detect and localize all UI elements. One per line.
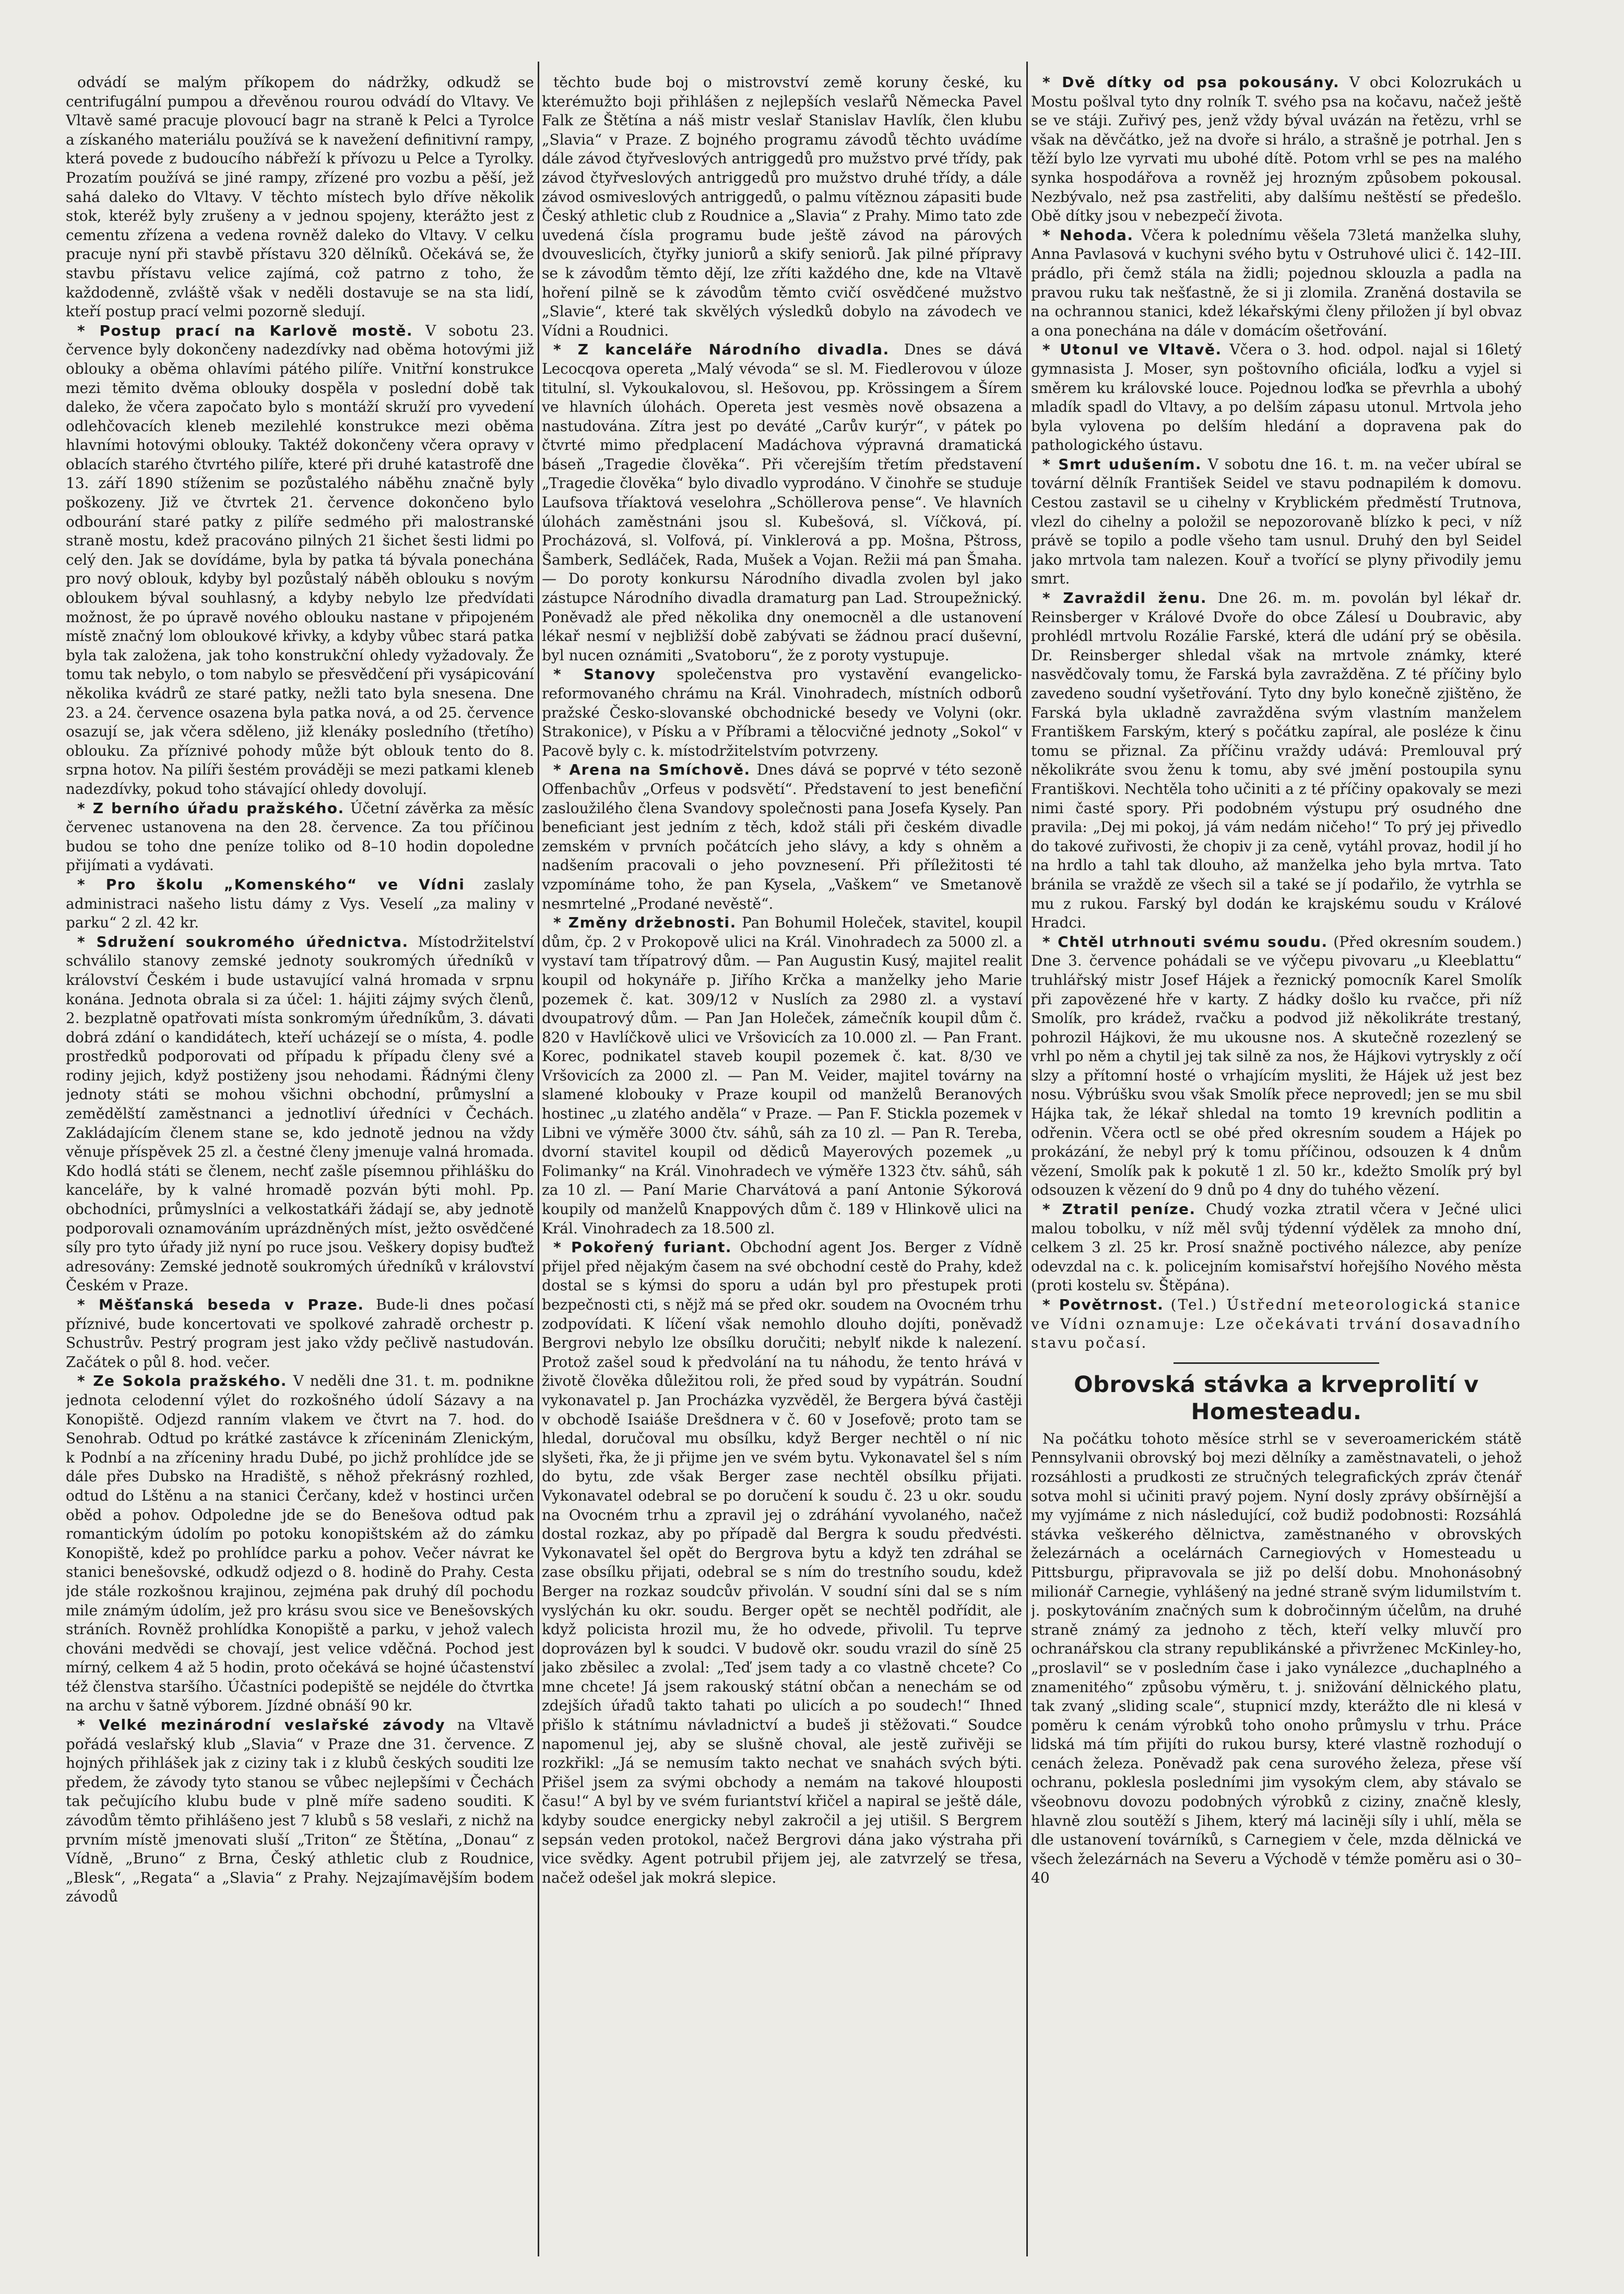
item-heading: * Pro školu „Komenského“ ve Vídni [77, 875, 465, 893]
item-text: V obci Kolozrukách u Mostu pošlval tyto dny rolník T. svého psa na kočavu, načež ještě se ve stáji. Zuřivý pes, jenž vždy býval uvázán na řetězu, vrhl se však na děvčátko, jež na dvoře si hrálo, a strašně je potrhal. Jen s těží bylo lze vyrvati mu ubohé dítě. Potom vrhl se pes na malého synka hospodářova a rovněž jej hrozným způsobem pokousal. Nezbývalo, než psa zastřeliti, aby dalšímu neštěstí se předešlo. Obě dítky jsou v nebezpečí života. [1031, 74, 1522, 225]
news-item [1031, 1295, 1522, 1353]
item-text: V sobotu 23. července byly dokončeny nadezdívky nad oběma hotovými již oblouky a oběma ohlavími pátého pilíře. Vnitřní konstrukce mezi těmito dvěma oblouky dospěla v poslední době tak daleko, že včera započato bylo s montáží skruží pro vyvedení odlehčovacích kleneb mezilehlé konstrukce mezi oběma hlavními hotovými oblouky. Taktéž dokončeny včera opravy v oblacích starého čtvrtého pilíře, které při druhé katastrofě dne 13. září 1890 stíženim se pozůstalého náběhu značně byly poškozeny. Již ve čtvrtek 21. července dokončeno bylo odbourání staré patky z pilíře sedmého při malostranské straně mostu, kdež pracováno pilných 21 šichet šesti lidmi po celý den. Jak se dovídáme, byla by patka tá bývala ponechána pro nový oblouk, kdyby byl pozůstalý náběh oblouku s novým obloukem býval souhlasný, a kdyby nebylo lze předvídati možnost, že po úpravě nového oblouku nastane v připojeném místě značný lom obloukové křivky, a kdyby vůbec stará patka byla tak založena, jak toho konstrukční ohledy vyžadovaly. Že tomu tak nebylo, o tom nabylo se přesvědčení při vysápicování několika kvádrů ze staré patky, nežli tato byla snesena. Dne 23. a 24. července osazena byla patka nová, a od 25. července osazují se, jak včera sděleno, již klenáky posledního (třetího) oblouku. Za příznivé pohody může být oblouk tento do 8. srpna hotov. Na pilíři šestém prováději se mezi patkami kleneb nadezdívky, pokud toho stávající ohledy dovolují. [66, 322, 534, 798]
item-text: Obchodní agent Jos. Berger z Vídně přijel před nějakým časem na své obchodní cestě do Prahy, kdež dostal se s kýmsi do sporu a udán byl pro přestupek proti bezpečnosti cti, s nějž má se před okr. soudem na Ovocném trhu zodpovídati. K líčení však nemohlo dlouho dojíti, poněvadž Bergrovi nebylo lze obsílku doručiti; nebylť nikde k nalezení. Protož zašel soud k předvolání na tu náhodu, že tento hrává v životě člověka důležitou roli, že před soud by vypátrán. Soudní vykonavatel p. Jan Procházka vyzvěděl, že Bergera bývá častěji v obchodě Isaiáše Drešdnera v č. 60 v Josefově; proto tam se hledal, doručoval mu obsílku, když Berger nechtěl o ní nic slyšeti, řka, že ji přijme jen ve svém bytu. Vykonavatel šel s ním do bytu, zde však Berger zase nechtěl obsílku přijati. Vykonavatel odebral se po doručení k soudu č. 23 u okr. soudu na Ovocném trhu a zpravil jej o zdráhání vyvolaného, načež dostal rozkaz, aby po případě dal Bergra k soudu předvésti. Vykonavatel šel opět do Bergrova bytu a když ten zdráhal se zase obsílku přijati, odebral se s ním do trestního soudu, kdež Berger na rozkaz soudcův přivolán. V soudní síni dal se s ním vyslýchán ku okr. soudu. Berger opět se nechtěl podřídit, ale když policista hrozil mu, že ho odvede, přivolil. Tu teprve doprovázen byl k soudci. V budově okr. soudu vrazil do síně 25 jako zběsilec a zvolal: „Teď jsem tady a co vlastně chcete? Co mne chcete! Já jsem rakouský státní občan a nenechám se od zdejších úřadů takto tahati po ulicích a po soudech!“ Ihned přišlo k státnímu návladnictví a budeš ji stěžovati.“ Soudce napomenul jej, aby se slušně choval, ale jestě zuřivěji se rozkřikl: „Já se nemusím takto nechat ve snahách svých býti. Přišel jsem za svými obchody a nemám na takové hlouposti času!“ A byl by ve svém furiantství křičel a napiral se ještě dále, kdyby soudce energicky nebyl zakročil a jej utišil. S Bergrem sepsán veden protokol, načež Bergrovi dána jako výstraha při vice svědky. Agent potrubil přijem jej, ale zatvrzelý se třesa, načež odešel jak mokrá slepice. [542, 1239, 1022, 1886]
text-column-3 [1031, 73, 1522, 2265]
item-heading: * Z berního úřadu pražského. [77, 799, 345, 817]
item-heading: * Velké mezinárodní veslařské závody [77, 1716, 446, 1734]
item-text: Včera k polednímu věšela 73letá manželka sluhy, Anna Pavlasová v kuchyni svého bytu v Ostruhové ulici č. 142–III. prádlo, při čemž stála na židli; pojednou sklouzla a padla na pravou ruku tak nešťastně, že si ji zlomila. Zraněná dostavila se na ochrannou stanici, kdež lékařskými členy přiložen jí byl obvaz a ona ponechána na dále v domácím ošetřování. [1031, 226, 1522, 339]
news-item [1031, 340, 1522, 455]
text-column-1 [66, 73, 534, 2265]
news-item [1031, 73, 1522, 226]
item-heading: * Změny držebnosti. [553, 914, 737, 932]
news-item [66, 1716, 534, 1907]
news-item [542, 340, 1022, 665]
item-heading: * Měšťanská beseda v Praze. [77, 1296, 364, 1313]
news-item [66, 1372, 534, 1716]
item-heading: * Povětrnost. [1042, 1296, 1164, 1313]
news-item [1031, 226, 1522, 341]
item-text: Bude-li dnes počasí příznivé, bude koncertovati ve spolkové zahradě orchestr p. Schustrův. Pestrý program jest jako vždy pečlivě nastudován. Začátek o půl 8. hod. večer. [66, 1296, 534, 1371]
news-item [542, 73, 1022, 340]
item-text: Dne 26. m. m. povolán byl lékař dr. Reinsberger v Králové Dvoře do obce Zálesí u Doubravic, aby prohlédl mrtvolu Rozálie Farské, která dle udání prý se oběsila. Dr. Reinsberger shledal však na mrtvole známky, které nasvědčovaly tomu, že Farská byla zavražděna. Z té příčiny bylo zavedeno soudní vyšetřování. Tyto dny bylo konečně zjištěno, že Farská byla ukladně zavražděna svým vlastním manželem Františkem Farským, který s počátku zapíral, ale posléze k činu tomu se přiznal. Za příčinu vraždy udává: Premlouval prý několikráte svou ženu k tomu, aby své jmění postoupila synu Františkovi. Nechtěla toho učiniti a z té příčiny opakovaly se mezi nimi časté spory. Při podobném výstupu prý osudného dne pravila: „Dej mi pokoj, já vám nedám ničeho!“ To prý jej přivedlo do takové zuřivosti, že chopiv ji za ceně, vytáhl provaz, hodil jí ho na hrdlo a tahl tak dlouho, až manželka jeho byla mrtva. Tato bránila se vraždě ze všech sil a také se jí podařilo, že vytrhla se mu z rukou. Farský byl dodán ke krajskému soudu v Králové Hradci. [1031, 589, 1522, 932]
news-item [1031, 1430, 1522, 1888]
item-text: V neděli dne 31. t. m. podnikne jednota celodenní výlet do rozkošného údolí Sázavy a na Konopiště. Odjezd ranním vlakem ve čtvrt na 7. hod. do Senohrab. Odtud po krátké zastávce k zříceninám Zlenickým, k Podnbí a na zříceniny hradu Dubé, po jichž prohlídce jde se dále přes Dubsko na Hradiště, s něhož překrásný rozhled, odtud do Lštěnu a na stanici Čerčany, kdež v hostinci určen oběd a pohov. Odpoledne jde se do Benešova odtud pak romantickým údolím po potoku konopištském až do zámku Konopiště, kdež po prohlídce parku a pohov. Večer návrat ke stanici benešovské, odkudž odjezd o 8. hodině do Prahy. Cesta jde stále rozkošnou krajinou, zejména pak druhý díl pochodu mile známým údolím, jež pro krásu svou sice ve Benešovských stráních. Rovněž prohlídka Konopiště a parku, v jehož valech chováni medvědi se chovají, jest velice vděčná. Pochod jest mírný, celkem 4 až 5 hodin, proto očekává se hojné účastenství též členstva staršího. Účastníci podepiště se nejdéle do čtvrtka na archu v šatně výborem. Jízdné obnáší 90 kr. [66, 1372, 534, 1715]
item-text: na Vltavě pořádá veslařský klub „Slavia“ v Praze dne 31. července. Z hojných přihlášek jak z ciziny tak i z klubů českých souditi lze předem, že závody tyto stanou se vůbec nejlepšími v Čechách tak pečujícího klubu bude v plně míře sadeno souditi. K závodům těmto přihlášeno jest 7 klubů s 58 veslaři, z nichž na prvním místě jmenovati sluší „Triton“ ze Štětína, „Donau“ z Vídně, „Bruno“ z Brna, Český athletic club z Roudnice, „Blesk“, „Regata“ a „Slavia“ z Prahy. Nejzajímavějším bodem závodů [66, 1716, 534, 1906]
item-heading: * Stanovy [553, 665, 656, 683]
item-heading: * Ztratil peníze. [1042, 1201, 1196, 1218]
news-item [1031, 933, 1522, 1200]
item-heading: * Chtěl utrhnouti svému soudu. [1042, 933, 1328, 950]
item-text: Místodržitelství schválilo stanovy zemské jednoty soukromých úředníků v království Českém i bude ustavující valná hromada v srpnu konána. Jednota obrala si za účel: 1. hájiti zájmy svých členů, 2. bezplatně opatřovati místa sonkromým úředníkům, 3. dávati dobrá zdání o kandidátech, kteří ucházejí se o místa, 4. podle prostředků podporovati od případu k případu členy své a rodiny jejich, když postiženy jsou nehodami. Řádnými členy jednoty státi se mohou všichni obchodní, průmyslní a zemědělští zaměstnanci a jednotliví úředníci v Čechách. Zakládajícím členem stane se, kdo jednotě jednou na vždy věnuje příspěvek 25 zl. a čestné členy jmenuje valná hromada. Kdo hodlá státi se členem, nechť zašle písemnou přihlášku do kanceláře, by k valné hromadě pozván býti mohl. Pp. obchodníci, průmyslníci a velkostatkáři žádají se, aby jednotě podporovali oznamováním uprázdněných míst, ježto osvědčené síly pro tyto úřady již nyní po ruce jsou. Veškery dopisy buďtež adresovány: Zemské jednotě soukromých úředníků v království Českém v Praze. [66, 933, 534, 1294]
item-heading: * Postup prací na Karlově mostě. [77, 322, 413, 339]
item-heading: * Ze Sokola pražského. [77, 1372, 287, 1390]
item-text: odvádí se malým příkopem do nádržky, odkudž se centrifugální pumpou a dřevěnou rourou odvádí do Vltavy. Ve Vltavě samé pracuje plovoucí bagr na straně k Pelci a Tyrolce a získaného materiálu používá se k navežení definitivní rampy, která povede z budoucího nábřeží k přívozu u Pelce a Tyrolky. Prozatím používá se jiné rampy, zřízené pro vozbu a pěší, jež sahá daleko do Vltavy. V těchto místech bylo dříve několik stok, kteréž byly zrušeny a v jednou spojeny, kterážto jest z cementu zřízena a vedena rovněž daleko do Vltavy. V celku pracuje nyní při stavbě přístavu 320 dělníků. Očekává se, že stavbu přístavu velice zajímá, což patrno z toho, že každodenně, zvláště však v neděli dostavuje se na sta lidí, kteří postup prací velmi pozorně sledují. [66, 74, 534, 320]
item-text: společenstva pro vystavění evangelicko-reformovaného chrámu na Král. Vinohradech, místních odborů pražské Česko-slovanské obchodnické besedy ve Volyni (okr. Strakonice), v Písku a v Příbrami a tělocvičné jednoty „Sokol“ v Pacově byly c. k. místodržitelstvím potvrzeny. [542, 665, 1022, 759]
news-item [66, 73, 534, 322]
item-heading: * Smrt udušením. [1042, 455, 1202, 473]
item-heading: * Nehoda. [1042, 226, 1134, 244]
item-text: (Tel.) Ústřední meteorologická stanice ve Vídni oznamuje: Lze očekávati trvání dosavadního stavu počasí. [1031, 1296, 1522, 1352]
news-item [542, 913, 1022, 1238]
item-text: Dnes dává se poprvé v této sezoně Offenbachův „Orfeus v podsvětí“. Představení to jest benefiční zasloužilého člena Svandovy společnosti pana Josefa Kysely. Pan beneficiant jest jedním z těch, kdož stáli při českém divadle zemském v prvních počátcích jeho slávy, a kdy s ohněm a nadšením pracovali o jeho povznesení. Při příležitosti té vzpomínáme toho, že pan Kysela, „Vaškem“ ve Smetanově nesmrtelné „Prodané nevěstě“. [542, 761, 1022, 912]
item-heading: * Arena na Smíchově. [553, 761, 751, 779]
news-item [66, 933, 534, 1295]
item-text: V sobotu dne 16. t. m. na večer ubíral se tovární dělník František Seidel ve stavu podnapilém k domovu. Cestou zastavil se u cihelny v Kryblickém předměstí Trutnova, vlezl do cihelny a položil se nepozorovaně blízko k peci, v níž právě se topilo a podle všeho tam usnul. Druhý den byl Seidel jako mrtvola tam nalezen. Kouř a tvořící se plyny přivodily jemu smrt. [1031, 455, 1522, 588]
item-heading: * Utonul ve Vltavě. [1042, 341, 1222, 359]
news-item [542, 665, 1022, 760]
news-item [66, 875, 534, 933]
item-text: Dnes se dává Lecocqova opereta „Malý vévoda“ se sl. M. Fiedlerovou v úloze titulní, sl. Vykoukalovou, sl. Hešovou, pp. Krössingem a Šírem ve hlavních úlohách. Opereta jest vesmès nově obsazena a nastudována. Zítra jest po deváté „Carův kurýr“, v pátek po čtvrté mimo předplacení Madáchova výpravná dramatická báseň „Tragedie člověka“. Při včerejším třetím představení „Tragedie člověka“ bylo divadlo vyprodáno. V činohře se studuje Laufsova tříaktová veselohra „Schöllerova pense“. Ve hlavních úlohách zaměstnáni jsou sl. Kubešová, sl. Víčková, pí. Procházová, sl. Volfová, pí. Vinklerová a pp. Mošna, Pštross, Šamberk, Sedláček, Rada, Mušek a Vojan. Režii má pan Šmaha. — Do poroty konkursu Národního divadla zvolen byl jako zástupce Národního divadla dramaturg pan Lad. Stroupežnický. Poněvadž ale před několika dny onemocněl a dle ustanovení lékař nesmí v nejbližší době zabývati se žádnou prací duševní, byl nucen oznámiti „Svatoboru“, že z poroty vystupuje. [542, 341, 1022, 664]
news-item [66, 322, 534, 799]
news-item [542, 760, 1022, 913]
item-heading: * Sdružení soukromého úřednictva. [77, 933, 409, 950]
item-heading: * Dvě dítky od psa pokousány. [1042, 74, 1340, 91]
section-divider [1173, 1362, 1380, 1364]
article-headline: Obrovská stávka a krveprolití v Homesteadu. [1074, 1371, 1479, 1425]
news-item [1031, 455, 1522, 589]
item-heading: * Pokořený furiant. [553, 1239, 732, 1256]
news-item [66, 799, 534, 875]
item-text: Chudý vozka ztratil včera v Ječné ulici malou tobolku, v níž měl svůj týdenní výdělek za mnoho dní, celkem 3 zl. 25 kr. Prosí snažně poctivého nálezce, aby peníze odevzdal na c. k. policejním komisařství hořejšího Nového města (proti kostelu sv. Štěpána). [1031, 1201, 1522, 1294]
item-heading: * Zavraždil ženu. [1042, 589, 1207, 607]
item-text: zaslaly administraci našeho listu dámy z Vys. Veselí „za maliny v parku“ 2 zl. 42 kr. [66, 875, 534, 932]
item-heading: * Z kanceláře Národního divadla. [553, 341, 890, 359]
news-item [1031, 589, 1522, 933]
news-item [542, 1238, 1022, 1887]
item-text: Včera o 3. hod. odpol. najal si 16letý gymnasista J. Moser, syn poštovního oficiála, loďku a vyjel si směrem ku královské louce. Pojednou loďka se převrhla a ubohý mladík spadl do Vltavy, a po delším zápasu utonul. Mrtvola jeho byla vylovena po delším hledání a dopravena pak do pathologického ústavu. [1031, 341, 1522, 454]
column-rule-right [1026, 62, 1028, 2256]
item-text: Účetní závěrka za měsíc červenec ustanovena na den 28. července. Za tou příčinou budou se toho dne peníze toliko od 8–10 hodin dopoledne přijímati a vydávati. [66, 799, 534, 874]
news-item [66, 1295, 534, 1372]
item-text: (Před okresním soudem.) Dne 3. července pohádali se ve výčepu pivovaru „u Kleeblattu“ truhlářský mistr Josef Hájek a řeznický pomocník Karel Smolík při zapovězené hře v karty. Z hádky došlo ku rvačce, při níž Smolík, pro krádež, rvačku a podvod již několikráte trestaný, pohrozil Hájkovi, že mu ukousne nos. A skutečně rozezlený se vrhl po něm a chytil jej tak silně za nos, že Hájkovi vytryskly z očí slzy a přítomní hosté o vrhajícím mysliti, že Hájek už jest bez nosu. Výbrúšku svou však Smolík přece neprovedl; jen se mu sbil Hájka tak, že lékař shledal na tomto 19 krevních podlitin a odřenin. Včera octl se obé před okresním soudem a Hájek po prokázání, že nebyl prý k tomu příčinou, odsouzen k 4 dnům vězení, Smolík pak k pokutě 1 zl. 50 kr., kdežto Smolík prý byl odsouzen k vězení do 9 dnů po 4 dny do tuhého vězení. [1031, 933, 1522, 1199]
text-column-2 [542, 73, 1022, 2265]
item-text: Pan Bohumil Holeček, stavitel, koupil dům, čp. 2 v Prokopově ulici na Král. Vinohradech za 5000 zl. a vystaví tam třípatrový dům. — Pan Augustin Kusý, majitel realit koupil od hokynáře p. Jiřího Krčka a manželky jeho Marie pozemek č. kat. 309/12 v Nuslích za 2980 zl. a vystaví dvoupatrový dům. — Pan Jan Holeček, zámečník koupil dům č. 820 v Havlíčkově ulici ve Vršovicích za 10.000 zl. — Pan Frant. Korec, podnikatel staveb koupil pozemek č. kat. 8/30 ve Vršovicích za 2000 zl. — Pan M. Veider, majitel továrny na slamené klobouky v Praze koupil od manželů Beranových hostinec „u zlatého anděla“ v Praze. — Pan F. Stickla pozemek v Libni ve výměře 3000 čtv. sáhů, sáh za 10 zl. — Pan R. Tereba, dvorní stavitel koupil od dědiců Mayerových pozemek „u Folimanky“ na Král. Vinohradech ve výměře 1323 čtv. sáhů, sáh za 10 zl. — Paní Marie Charvátová a paní Antonie Sýkorová koupily od manželů Knappových dům č. 189 v Hlinkově ulici na Král. Vinohradech za 18.500 zl. [542, 914, 1022, 1237]
news-item [1031, 1200, 1522, 1295]
item-text: Na počátku tohoto měsíce strhl se v severoamerickém státě Pennsylvanii obrovský boj mezi dělníky a zaměstnavateli, o jehož rozsáhlosti a prudkosti ze stručných telegrafických zpráv čtenář sotva mohl si učiniti pravý pojem. Nyní dosly zprávy obšírnější a my vyjímáme z nich následující, což budiž podobnosti: Rozsáhlá stávka veškerého dělnictva, zaměstnaného v obrovských železárnách a ocelárnách Carnegiových v Homesteadu u Pittsburgu, připravovala se již po delší dobu. Mnohonásobný milionář Carnegie, vyhlášený na jedné straně svým lidumilstvím t. j. poskytováním značných sum k dobročinným účelům, na druhé straně známý za jednoho z těch, kteří velky mluvčí pro ochranářskou cla strany republikánské a přivrženec McKinley-ho, „proslavil“ se v posledním čase i jako vynálezce „duchaplného a znamenitého“ způsobu výměru, t. j. snižování dělnického platu, tak zvaný „sliding scale“, stupnicí mzdy, kterážto dle ni klesá v poměru k cenám výrobků toho onoho průmyslu v trhu. Práce lidská má tím přijíti do rukou bursy, které vlastně rozhodují o cenách železa. Poněvadž pak cena surového železa, přese vší ochranu, poklesla posledními jim vysokým clem, aby stávalo se všeobnovu dovozu podobných výrobků z ciziny, značně klesly, hlavně zlou soutěží s Jihem, který má laciněji síly i uhlí, měla se dle ustanovení továrníků, s Carnegiem v čele, mzda dělnická ve všech železárnách na Severu a Východě v témže poměru asi o 30–40 [1031, 1430, 1522, 1887]
item-text: těchto bude boj o mistrovství země koruny české, ku kterémužto boji přihlášen z nejlepších veslařů Německa Pavel Falk ze Štětína a náš mistr veslař Stanislav Havlík, člen klubu „Slavia“ v Praze. Z bojného programu závodů těchto uvádíme dále závod čtyřveslových antriggedů pro mužstvo prvé třídy, pak závod čtyřveslových antriggedů pro mužstvo druhé třídy, a dále závod osmiveslových antriggedů, o palmu vítěznou zápasiti bude Český athletic club z Roudnice a „Slavia“ z Prahy. Mimo tato zde uvedená čísla programu bude ještě závod na párových dvouveslicích, čtyřky juniorů a skify seniorů. Jak pilné přípravy se k závodům těmto dějí, lze zříti každého dne, kde na Vltavě hoření pilně se k závodům těmto cvičí osvědčené mužstvo „Slavie“, které tak skvělých výsledků dobylo na závodech ve Vídni a Roudnici. [542, 74, 1022, 339]
column-rule-left [538, 62, 539, 2256]
